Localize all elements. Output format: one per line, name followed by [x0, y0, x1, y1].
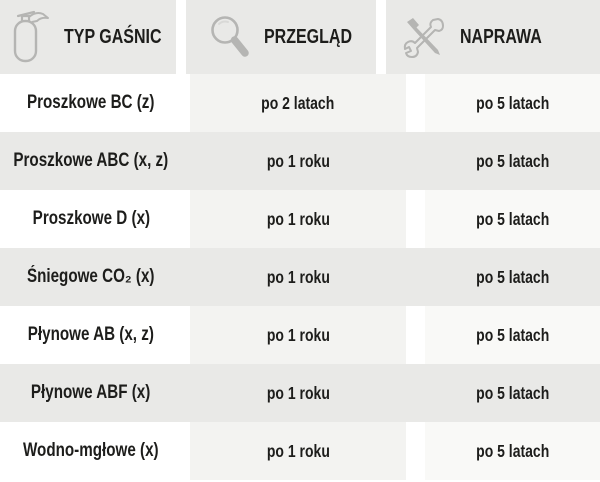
cell-przeglad	[190, 190, 406, 248]
col-gap	[182, 364, 190, 422]
col-gap	[406, 364, 425, 422]
cell-przeglad	[190, 364, 406, 422]
cell-type	[0, 190, 182, 248]
cell-przeglad	[190, 74, 406, 132]
col-gap	[406, 422, 425, 480]
type-label: Proszkowe ABC (x, z)	[13, 150, 169, 171]
col-gap	[406, 248, 425, 306]
cell-type	[0, 248, 182, 306]
table-row	[0, 248, 600, 306]
przeglad-value: po 1 roku	[266, 150, 330, 171]
col-gap	[406, 74, 425, 132]
naprawa-value: po 5 latach	[475, 150, 550, 171]
type-label: Proszkowe BC (z)	[27, 92, 155, 113]
header-cell-naprawa	[386, 0, 600, 74]
header-cell-przeglad	[186, 0, 376, 74]
table-row	[0, 422, 600, 480]
cell-type	[0, 306, 182, 364]
cell-naprawa	[425, 132, 600, 190]
type-label: Płynowe ABF (x)	[31, 382, 151, 403]
header-label-naprawa: NAPRAWA	[460, 25, 542, 48]
przeglad-value: po 1 roku	[266, 324, 330, 345]
cell-naprawa	[425, 422, 600, 480]
magnifier-icon	[206, 13, 252, 61]
tools-icon	[400, 13, 448, 61]
cell-type	[0, 74, 182, 132]
cell-przeglad	[190, 306, 406, 364]
naprawa-value: po 5 latach	[475, 266, 550, 287]
col-gap	[406, 306, 425, 364]
table-row	[0, 132, 600, 190]
col-gap	[406, 132, 425, 190]
przeglad-value: po 2 latach	[261, 92, 335, 113]
przeglad-value: po 1 roku	[266, 266, 330, 287]
cell-przeglad	[190, 248, 406, 306]
type-label: Wodno-mgłowe (x)	[23, 440, 159, 461]
fire-extinguisher-icon	[10, 8, 52, 66]
table-row	[0, 190, 600, 248]
table-row	[0, 306, 600, 364]
naprawa-value: po 5 latach	[475, 382, 550, 403]
col-gap	[182, 132, 190, 190]
type-label: Śniegowe CO₂ (x)	[27, 266, 155, 287]
table-row	[0, 364, 600, 422]
naprawa-value: po 5 latach	[475, 440, 550, 461]
type-label: Płynowe AB (x, z)	[27, 324, 155, 345]
type-label: Proszkowe D (x)	[32, 208, 150, 229]
col-gap	[182, 74, 190, 132]
col-gap	[182, 248, 190, 306]
cell-type	[0, 422, 182, 480]
col-gap	[406, 190, 425, 248]
header-label-typ-gasnic: TYP GAŚNIC	[64, 25, 162, 48]
cell-type	[0, 364, 182, 422]
header-gap	[176, 0, 186, 74]
cell-naprawa	[425, 190, 600, 248]
naprawa-value: po 5 latach	[475, 324, 550, 345]
table-header-row	[0, 0, 600, 74]
cell-naprawa	[425, 306, 600, 364]
header-cell-typ-gasnic	[0, 0, 176, 74]
col-gap	[182, 306, 190, 364]
przeglad-value: po 1 roku	[266, 440, 330, 461]
cell-naprawa	[425, 364, 600, 422]
header-gap	[376, 0, 386, 74]
cell-type	[0, 132, 182, 190]
naprawa-value: po 5 latach	[475, 92, 550, 113]
przeglad-value: po 1 roku	[266, 382, 330, 403]
cell-naprawa	[425, 248, 600, 306]
col-gap	[182, 422, 190, 480]
naprawa-value: po 5 latach	[475, 208, 550, 229]
cell-naprawa	[425, 74, 600, 132]
table-row	[0, 74, 600, 132]
header-label-przeglad: PRZEGLĄD	[264, 25, 352, 48]
cell-przeglad	[190, 132, 406, 190]
cell-przeglad	[190, 422, 406, 480]
przeglad-value: po 1 roku	[266, 208, 330, 229]
col-gap	[182, 190, 190, 248]
